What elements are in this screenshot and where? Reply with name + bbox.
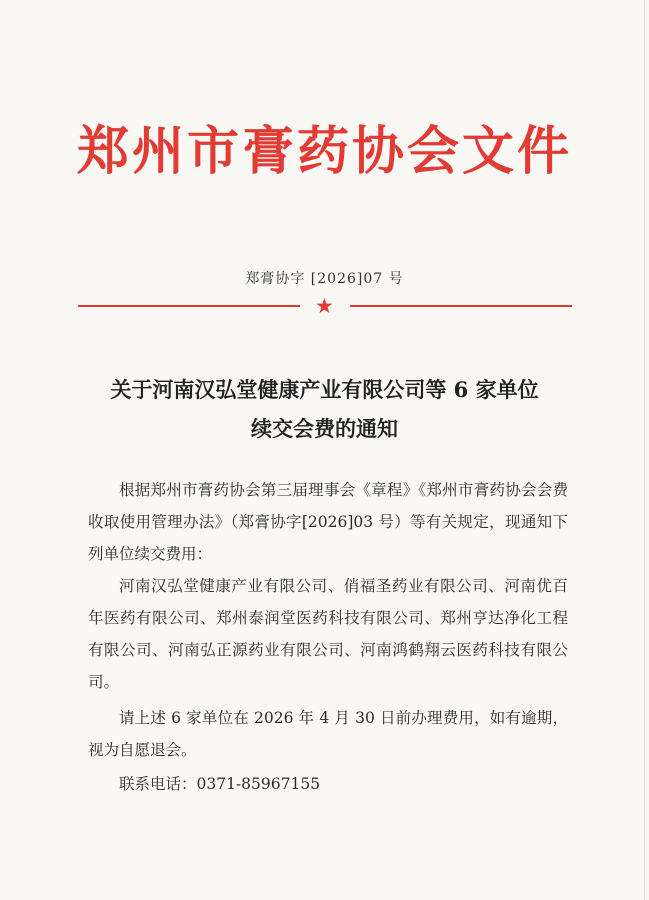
star-icon: ★ (315, 294, 334, 318)
red-divider (78, 294, 572, 318)
document-masthead: 郑州市膏药协会文件 (76, 121, 572, 182)
paragraph-basis: 根据郑州市膏药协会第三届理事会《章程》《郑州市膏药协会会费收取使用管理办法》（郑膏协字[2026]03 号）等有关规定，现通知下列单位续交费用： (88, 481, 568, 563)
paragraph-company-list: 河南汉弘堂健康产业有限公司、俏福圣药业有限公司、河南优百年医药有限公司、郑州泰润堂医药科技有限公司、郑州亨达净化工程有限公司、河南弘正源药业有限公司、河南鸿鹤翔云医药科技有限公司。 (88, 577, 568, 691)
notice-title-line-2: 续交会费的通知 (251, 416, 398, 441)
divider-line-left (78, 305, 300, 307)
document-number: 郑膏协字 [2026]07 号 (245, 271, 404, 287)
contact-phone: 联系电话：0371-85967155 (119, 775, 321, 793)
notice-title-line-1: 关于河南汉弘堂健康产业有限公司等 6 家单位 (110, 377, 539, 402)
divider-line-right (350, 305, 572, 307)
paragraph-deadline: 请上述 6 家单位在 2026 年 4 月 30 日前办理费用，如有逾期，视为自愿退会。 (88, 709, 568, 759)
